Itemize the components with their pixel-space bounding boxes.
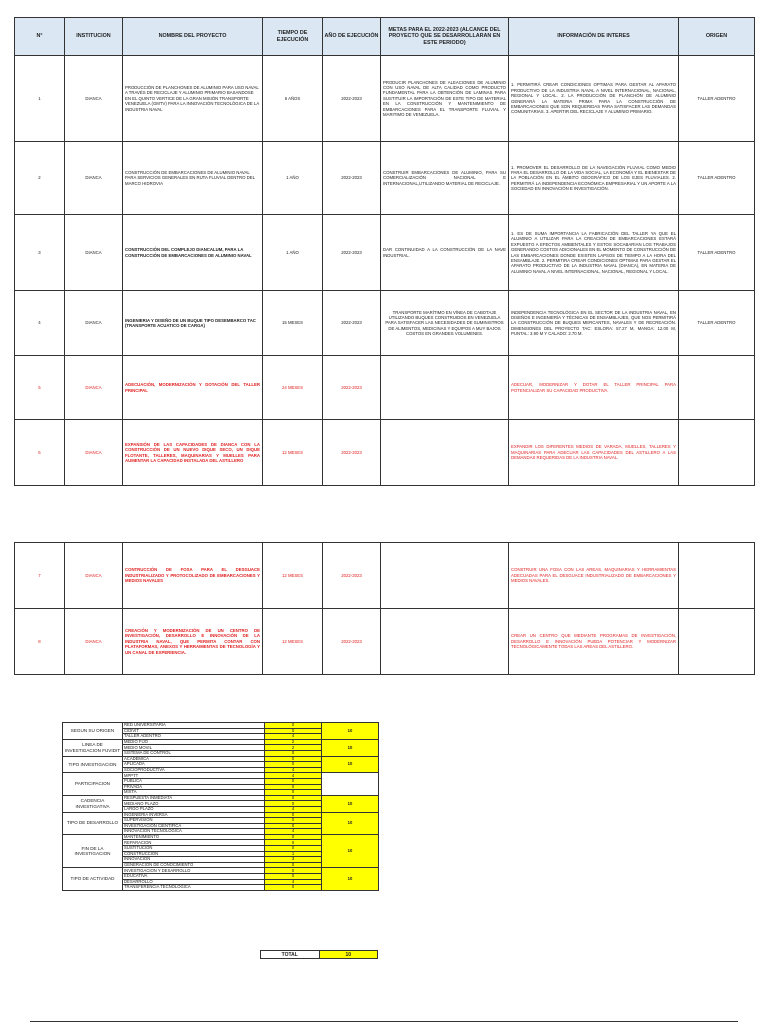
row-info: 1. ES DE SUMA IMPORTANCIA LA FABRICACIÓN DEL TALLER YA QUE EL ALUMINIO A UTILIZAR PARA LA CREACIÓN DE EMBARCACIONES ESTARÁ EXPUESTO A EFECTOS AMBIENTALES Y ESTOS SOCABARIAN LOS TRABAJOS GENERANDO COSTOS ADICIONALES EN EL MOMENTO DE CONSTRUCCIÓN DE LAS EMBARCACIONES DONDE EXISTEN LAPSOS DE TIEMPO A LA HORA DEL ENSAMBLAJE. 2. PERMITIRA CREAR CONDICIONES OPTIMAS PARA GESTAR EL APARATO PRODUCTIVO DE LA INDUSTRIA NAVAL (DIANCA), EN MATERIA DE ALUMINIO NAVAL A NIVEL INTERNACIONAL, NACIONAL, REGIONAL Y LOCAL. <box>509 215 679 291</box>
row-number: 3 <box>15 215 65 291</box>
row-time: 12 MESES <box>263 543 323 609</box>
summary-item-label: RED UNIVERSITARIA <box>123 723 265 729</box>
row-goals: PRODUCIR PLANCHONES DE ALEACIONES DE ALUMINIO CON USO NAVAL DE ALTA CALIDAD COMO PRODUCTO FUNDAMENTAL PARA LA OBTENCIÓN DE LAMINAS PARA SUSTITUIR LA IMPORTACIÓN DE ESTE TIPO DE MATERIAL EN LA CONSTRUCCIÓN Y MANTENIMIENTO DE EMBARCACIONES PARA EL TRANSPORTE FLUVIAL Y MARITIMO DE VENEZUELA. <box>381 56 509 142</box>
summary-item-label: MEDIO FIJO <box>123 739 265 745</box>
row-institution: DIANCA <box>65 291 123 356</box>
summary-item-label: REPARACION <box>123 840 265 846</box>
summary-item-value: 4 <box>265 767 322 773</box>
table-row <box>15 543 755 609</box>
summary-item-label: RESPUESTA INMEDIATA <box>123 795 265 801</box>
summary-item-label: INNOVACION <box>123 857 265 863</box>
summary-item-label: MEDIO MOVIL <box>123 745 265 751</box>
row-origin <box>679 543 755 609</box>
summary-item-value: 0 <box>265 750 322 756</box>
row-info: 1. PERMITIRÁ CREAR CONDICIONES OPTIMAS PARA GESTAR AL APARATO PRODUCTIVO DE LA INDUSTRIA NAVAL A NIVEL INTERNACIONAL, NACIONAL, REGIONAL Y LOCAL. 2. LA PRODUCCIÓN DE PLANCHÓN DE ALUMINIO GENERARÁ LA MATERIA PRIMA PARA LA CONSTRUCCIÓN DE EMBARCACIONES QUE SON REQUERIDAS PARA SATISFACER LAS DEMANDAS COMUNITARIAS. 3. APERTIR DEL RECICLAJE Y ALUMINIO PRIMARIO. <box>509 56 679 142</box>
summary-item-value: 0 <box>265 784 322 790</box>
table-row <box>15 420 755 486</box>
row-project-name: ADECUACIÓN, MODERNIZACIÓN Y DOTACIÓN DEL TALLER PRINCIPAL <box>123 356 263 420</box>
header-cell: N° <box>15 18 65 56</box>
row-institution: DIANCA <box>65 215 123 291</box>
summary-item-value: 3 <box>265 857 322 863</box>
summary-item-value: 1 <box>265 851 322 857</box>
total-label: TOTAL <box>261 951 320 959</box>
summary-item-label: TALLER ADENTRO <box>123 734 265 740</box>
summary-item-value: 0 <box>265 756 322 762</box>
summary-item-label: SOCIOPRODUCTIVA <box>123 767 265 773</box>
summary-group-total <box>322 773 379 795</box>
row-project-name: INGENIERIA Y DISEÑO DE UN BUQUE TIPO DESEMBARCO TAC (TRANSPORTE ACUATICO DE CARGA) <box>123 291 263 356</box>
summary-item-value: 0 <box>265 795 322 801</box>
total-row <box>261 951 378 959</box>
summary-item-value: 4 <box>265 879 322 885</box>
row-time: 1 AÑO <box>263 215 323 291</box>
row-number: 1 <box>15 56 65 142</box>
row-info: INDEPENDENCIA TECNOLÓGICA EN EL SECTOR DE LA INDUSTRIA NAVAL, EN DISEÑOS E INGENIERÍA Y TÉCNICAS DE ENSAMBLAJES, QUE NOS PERMITIRÁ LA CONSTRUCCIÓN DE BUQUES MERCANTES, NAVALES Y DE RECREACIÓN. DIMENSIONES DEL PROYECTO TAC: ESLORA: 57.27 M, MANGA: 12.00 M, PUNTAL: 3.90 M Y CALADO: 2.70 M. <box>509 291 679 356</box>
summary-item-label: TRANSFERENCIA TECNOLOGICA <box>123 885 265 891</box>
row-number: 7 <box>15 543 65 609</box>
row-project-name: CONSTRUCCIÓN DE EMBARCACIONES DE ALUMINIO NAVAL PARA SERVICIOS GENERALES EN RUTA FLUVIAL DENTRO DEL MARCO HIDROVIA <box>123 142 263 215</box>
summary-group-label: LINEA DE INVESTIGACION FUVIDIT <box>63 739 123 756</box>
table-row <box>15 356 755 420</box>
row-project-name: PRODUCCIÓN DE PLANCHONES DE ALUMINIO PARA USO NAVAL A TRAVÉS DE RECICLAJE Y ALUMINIO PRIMARIO BASANDOSE EN EL QUINTO VERTICE DE LA GRAN MISIÓN TRANSPORTE VENEZUELA (GMTV) PARA LA INNOVACIÓN TECNOLÓGICA DE LA INDUSTRIA NAVAL <box>123 56 263 142</box>
summary-item-label: MPPTT <box>123 773 265 779</box>
summary-item-value: 0 <box>265 823 322 829</box>
summary-group-total: 10 <box>322 834 379 868</box>
row-origin <box>679 609 755 675</box>
summary-item-label: SUSTITUCION <box>123 846 265 852</box>
header-row <box>15 18 755 56</box>
row-institution: DIANCA <box>65 609 123 675</box>
projects-table <box>14 17 755 486</box>
summary-item-value: 0 <box>265 840 322 846</box>
row-goals <box>381 609 509 675</box>
table-row <box>15 215 755 291</box>
row-time: 24 MESES <box>263 356 323 420</box>
row-number: 6 <box>15 420 65 486</box>
row-project-name: CREACIÓN Y MODERNIZACIÓN DE UN CENTRO DE INVESTIGACIÓN, DESARROLLO E INNOVACIÓN DE LA INDUSTRIA NAVAL, QUE PERMITA CONTAR CON PLATAFORMAS, ANEXOS Y HERRAMIENTAS DE TECNOLOGÍA Y UN CANAL DE EXPERIENCIA. <box>123 609 263 675</box>
summary-item-label: CIDIVIT <box>123 728 265 734</box>
summary-group-label: CADENCIA INVESTIGATIVA <box>63 795 123 812</box>
row-goals: TRANSPORTE MARÍTIMO EN VÍNEA DE CABOTAJE UTILIZANDO BUQUES CONSTRUIDOS EN VENEZUELA PARA SATISFACER LAS NECESIDADES DE SUMINISTROS DE ALIMENTOS, MEDICINAS Y EQUIPOS A MUY BAJOS COSTOS EN GRANDES VOLUMENES. <box>381 291 509 356</box>
summary-group-label: TIPO DE ACTIVIDAD <box>63 868 123 890</box>
summary-table <box>62 722 379 891</box>
summary-item-value: 0 <box>265 874 322 880</box>
row-number: 2 <box>15 142 65 215</box>
row-number: 4 <box>15 291 65 356</box>
header-cell: ORIGEN <box>679 18 755 56</box>
summary-group-total: 10 <box>322 739 379 756</box>
summary-item-label: SISTEMA DE CONTROL <box>123 750 265 756</box>
header-cell: NOMBRE DEL PROYECTO <box>123 18 263 56</box>
row-project-name: EXPANSIÓN DE LAS CAPACIDADES DE DIANCA CON LA CONSTRUCCIÓN DE UN NUEVO DIQUE SECO, UN DIQUE FLOTANTE, TALLERES, MAQUINARIAS Y MUELLES PARA AUMENTAR LA CAPACIDAD INSTALADA DEL ASTILLERO <box>123 420 263 486</box>
row-year: 2022-2023 <box>323 420 381 486</box>
row-year: 2022-2023 <box>323 56 381 142</box>
summary-item-value: 0 <box>265 846 322 852</box>
row-goals: CONSTRUIR EMBARCACIONES DE ALUMINIO, PARA SU COMERCIALIZACIÓN NACIONAL E INTERNACIONAL,UTILIZANDO MATERIAL DE RECICLAJE. <box>381 142 509 215</box>
summary-item-label: ACADEMICA <box>123 756 265 762</box>
summary-group-label: TIPO DE DESARROLLO <box>63 812 123 834</box>
row-institution: DIANCA <box>65 356 123 420</box>
row-time: 1 AÑO <box>263 142 323 215</box>
summary-item-value: 2 <box>265 745 322 751</box>
summary-item-label: MIXTA <box>123 790 265 796</box>
row-project-name: CONSTRUCCIÓN DEL COMPLEJO DIANCALUM, PARA LA CONSTRUCCIÓN DE EMBARCACIONES DE ALUMINIO NAVAL <box>123 215 263 291</box>
summary-item-value: 0 <box>265 885 322 891</box>
total-table <box>260 950 378 959</box>
row-time: 15 MESES <box>263 291 323 356</box>
table-row <box>15 609 755 675</box>
summary-item-value: 0 <box>265 778 322 784</box>
row-time: 6 AÑOS <box>263 56 323 142</box>
table-row <box>15 142 755 215</box>
summary-item-label: GENERACION DE CONOCIMIENTO <box>123 862 265 868</box>
row-origin: TALLER ADENTRO <box>679 215 755 291</box>
summary-group-total: 10 <box>322 868 379 890</box>
summary-item-label: PRIVADA <box>123 784 265 790</box>
row-goals <box>381 420 509 486</box>
row-goals: DAR CONTINUIDAD A LA CONSTRUCCIÓN DE LA NAVE INDUSTRIAL. <box>381 215 509 291</box>
header-cell: TIEMPO DE EJECUCIÓN <box>263 18 323 56</box>
summary-item-value: 4 <box>265 829 322 835</box>
row-number: 8 <box>15 609 65 675</box>
summary-item-label: SUPERVISION <box>123 818 265 824</box>
row-year: 2022-2023 <box>323 142 381 215</box>
summary-group-total: 10 <box>322 723 379 740</box>
table-row <box>15 56 755 142</box>
summary-item-value: 0 <box>265 818 322 824</box>
row-origin <box>679 420 755 486</box>
row-goals <box>381 543 509 609</box>
row-goals <box>381 356 509 420</box>
summary-item-value: 0 <box>265 728 322 734</box>
row-info: CREAR UN CENTRO QUE MEDIANTE PROGRAMAS DE INVESTIGACIÓN, DESARROLLO E INNOVACIÓN PUEDA POTENCIAR Y MODERNIZAR TECNOLÓGICAMENTE TODAS LAS AREAS DEL ASTILLERO. <box>509 609 679 675</box>
summary-item-value: 0 <box>265 723 322 729</box>
row-origin: TALLER ADENTRO <box>679 56 755 142</box>
row-number: 5 <box>15 356 65 420</box>
summary-item-value: 4 <box>265 773 322 779</box>
row-time: 12 MESES <box>263 609 323 675</box>
row-info: 1. PROMOVER EL DESARROLLO DE LA NAVEGACIÓN FLUVIAL COMO MEDIO PARA EL DESARROLLO DE LA VIDA SOCIAL, LA ECONOMÍA Y EL BIENESTAR DE LA POBLACIÓN EN EL ÁMBITO GEOGRÁFICO DE LOS EJES FLUVIALES. 2. PERMITIRÁ LA INDEPENDENCIA ECONÓMICA EMPRESARIAL Y UN APORTE A LA SOCIEDAD EN INNOVACIÓN E INVESTIGACIÓN. <box>509 142 679 215</box>
row-project-name: CONTRUCCIÓN DE FOSA PARA EL DESGUACE INDUSTRIALIZADO Y PROTOCOLIZADO DE EMBARCACIONES Y MEDIOS NAVALES <box>123 543 263 609</box>
summary-group-label: SEGUN SU ORIGEN <box>63 723 123 740</box>
row-origin <box>679 356 755 420</box>
row-origin: TALLER ADENTRO <box>679 291 755 356</box>
header-cell: INFORMACIÓN DE INTERES <box>509 18 679 56</box>
summary-item-label: APLICADA <box>123 762 265 768</box>
summary-item-value: 0 <box>265 834 322 840</box>
summary-item-label: MANTENIMIENTO <box>123 834 265 840</box>
summary-item-label: EDUCATIVA <box>123 874 265 880</box>
header-cell: INSTITUCION <box>65 18 123 56</box>
summary-group-total: 10 <box>322 812 379 834</box>
summary-item-value: 2 <box>265 739 322 745</box>
row-institution: DIANCA <box>65 543 123 609</box>
row-institution: DIANCA <box>65 56 123 142</box>
summary-item-value: 0 <box>265 868 322 874</box>
summary-group-label: FIN DE LA INVESTIGACION <box>63 834 123 868</box>
row-info: ADECUAR, MODERNIZAR Y DOTAR EL TALLER PRINCIPAL PARA POTENCIALIZAR SU CAPACIDAD PRODUCTIVA. <box>509 356 679 420</box>
next-page-table-edge <box>30 1021 738 1022</box>
summary-item-value: 4 <box>265 806 322 812</box>
summary-item-value: 0 <box>265 801 322 807</box>
summary-item-label: INNOVACION TECNOLOGICA <box>123 829 265 835</box>
summary-group-label: TIPO INVESTIGACION <box>63 756 123 773</box>
summary-item-value: 0 <box>265 762 322 768</box>
header-cell: METAS PARA EL 2022-2023 (ALCANCE DEL PROYECTO QUE SE DESARROLLARAN EN ESTE PERIODO) <box>381 18 509 56</box>
row-origin: TALLER ADENTRO <box>679 142 755 215</box>
summary-item-label: INVESTIGACION Y DESARROLLO <box>123 868 265 874</box>
row-time: 12 MESES <box>263 420 323 486</box>
projects-table-continued <box>14 542 755 675</box>
row-year: 2022-2023 <box>323 543 381 609</box>
row-year: 2022-2023 <box>323 356 381 420</box>
summary-item-value: 4 <box>265 734 322 740</box>
row-institution: DIANCA <box>65 142 123 215</box>
table-row <box>15 291 755 356</box>
row-year: 2022-2023 <box>323 215 381 291</box>
row-institution: DIANCA <box>65 420 123 486</box>
summary-item-label: LARGO PLAZO <box>123 806 265 812</box>
summary-group-total: 10 <box>322 795 379 812</box>
row-info: EXPANDIR LOS DIFERENTES MEDIOS DE VARADA, MUELLES, TALLERES Y MAQUINARIAS PARA ADECUAR LAS CAPACIDADES DEL ASTILLERO A LAS DEMANDAS REQUERIDAS DE LA INDUSTRIA NAVAL. <box>509 420 679 486</box>
header-cell: AÑO DE EJECUCIÓN <box>323 18 381 56</box>
summary-item-label: PUBLICA <box>123 778 265 784</box>
summary-item-label: INVESTIGACION CIENTIFICA <box>123 823 265 829</box>
summary-group-total: 10 <box>322 756 379 773</box>
row-year: 2022-2023 <box>323 291 381 356</box>
summary-group-label: PARTICIPACION <box>63 773 123 795</box>
summary-item-label: INGENIERIA INVERSA <box>123 812 265 818</box>
row-year: 2022-2023 <box>323 609 381 675</box>
summary-item-label: DESARROLLO <box>123 879 265 885</box>
summary-item-label: CONSTRUCCION <box>123 851 265 857</box>
summary-item-label: MEDIANO PLAZO <box>123 801 265 807</box>
row-info: CONSTRUIR UNA FOSA CON LAS AREAS, MAQUINARIAS Y HERRAMIENTAS ADECUADAS PARA EL DESGUACE INDUSTRIALIZADO DE EMBARCACIONES Y MEDIOS NAVALES. <box>509 543 679 609</box>
summary-item-value: 0 <box>265 790 322 796</box>
summary-item-value: 0 <box>265 812 322 818</box>
summary-item-value: 0 <box>265 862 322 868</box>
total-value: 10 <box>319 951 378 959</box>
